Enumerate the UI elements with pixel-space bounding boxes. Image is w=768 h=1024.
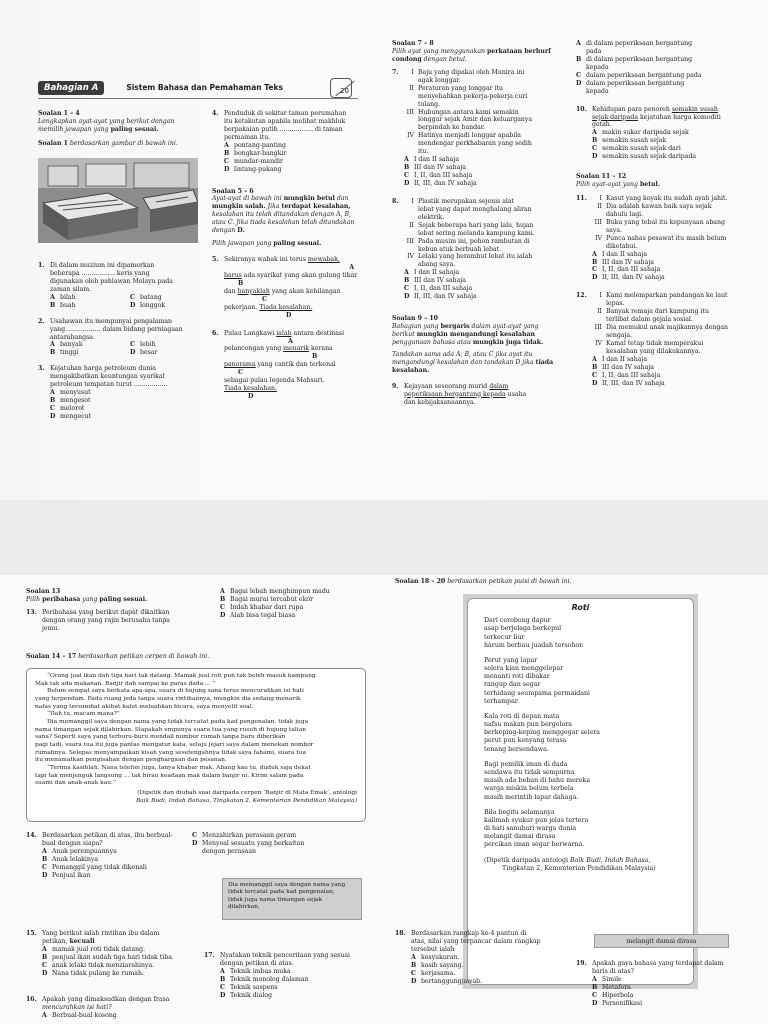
question-5: 5. Sekiranya wabak ini terus mewabak, A barus ada syarikat yang akan gulung tikar B dan banyaklah yang akan kehilangan C pekerjaan. Tiada kesalahan. D bbox=[212, 256, 358, 319]
instruction-7-8: Pilih ayat yang menggunakan perkataan berhurf condong dengan betul. bbox=[392, 47, 551, 63]
poem-stanza-3: Kala roti di depan mata nafsu makan pun bergelora berkeping-keping menggegar selera perut pun kenyang terasa tenang bersendawa. bbox=[484, 712, 601, 753]
museum-photo-drawing bbox=[38, 158, 198, 243]
q15-option-c[interactable]: C anak lelaki tidak menziarahinya. bbox=[42, 961, 155, 969]
q9-option-a[interactable]: A di dalam peperiksaan bergantung pada bbox=[576, 40, 693, 55]
q14-option-d[interactable]: D Penjual ikan bbox=[42, 871, 91, 879]
q13-option-b[interactable]: B Bagai murai tercabut ekor bbox=[220, 595, 314, 603]
poem-box bbox=[467, 598, 694, 985]
instruction-soalan-1: Soalan 1 berdasarkan gambar di bawah ini. bbox=[38, 139, 178, 147]
q15-option-b[interactable]: B penjual ikan sudah tiga hari tidak tiba. bbox=[42, 953, 174, 961]
q13-option-a[interactable]: A Bagai lebah menghimpun madu bbox=[220, 588, 330, 595]
poem-stanza-4: Bagi pemilik iman di dada sendawa itu tidak sempurna masih ada beban di bahu mereka warga miskin belum terbela masih merintih lapar dahaga. bbox=[484, 760, 591, 801]
q17-option-c[interactable]: C Teknik saspens bbox=[220, 983, 278, 991]
worksheet-page-1 bbox=[0, 0, 768, 500]
q14-option-a[interactable]: A Anak perempuannya bbox=[42, 847, 117, 855]
q1-option-a[interactable]: A bilah bbox=[50, 293, 76, 301]
story-box: “Orang jual ikan dah tiga hari tak datang. Mamak jual roti pun tak boleh masuk kampung. Mak tak ada makanan. Banjir dah sampai ke paras dada ... ” Belum sempat saya berkata apa-apa, suara di hujung sana terus mencurahkan isi hati yang terpendam. Pada ruang jeda tanpa suara rintihannya, mungkin dia sedang menarik nafas yang tersumbat akibat kalut meluahkan bicara, saya menyelit soal. “Dah tu, macam mana?” Dia memanggil saya dengan nama yang tidak tercatat pada kad pengenalan, tidak juga nama timangan sejak dilahirkan. Siapakah empunya suara tua yang rusuh di hujung talian sana? Seperti saya yang terburu-buru mendail nombor rumah tanpa baru diberikan pagi tadi, suara tua itu juga pantas mengatur kata, selaju jejari saya dalam menekan nombor rumahnya. Selepas menyampaikan kisah yang sesetengahnya tidak saya fahami, suara tua itu menamatkan pengisahan dengan penghargaan dan pesanan. “Terima kasihlah. Nana telefon juga, tanya khabar mak. Abang kau tu, duduk saja dekat tapi tak menjenguk langsung ... tak hirau keadaan mak dalam banjir ni. Kirim salam pada suami dan anak-anak kau.” (Dipetik dan diubah suai daripada cerpen ‘Banjir di Mata Emak’, antologi Baik Budi, Indah Bahasa, Tingkatan 2, Kementerian Pendidikan Malaysia) bbox=[26, 668, 366, 822]
q3-option-b[interactable]: B mengesot bbox=[50, 397, 91, 405]
section-soalan-9-10: Soalan 9 – 10 Bahagian yang bergaris dalam ayat-ayat yang berikut mungkin mengandungi kesalahan penggunaan bahasa atau mungkin juga tidak. Tandakan sama ada A, B, atau C jika ayat itu mengandungi kesalahan dan tandakan D jika tiada kesalahan. bbox=[392, 315, 554, 374]
poem-source: (Dipetik daripada antologi Baik Budi, Indah Bahasa, Tingkatan 2, Kementerian Pendidikan Malaysia) bbox=[484, 856, 656, 872]
q3-option-c[interactable]: C melorot bbox=[50, 405, 85, 412]
q1-option-b[interactable]: B buah bbox=[50, 301, 76, 309]
q1-option-d[interactable]: D longgok bbox=[130, 301, 166, 309]
q16-option-d[interactable]: D Menyoal sesuatu yang berkaitan dengan perasaan bbox=[192, 839, 305, 855]
question-11: 11. I Kasut yang koyak itu sudah ayah jahit. II Dia adalah kawan baik saya sejak dahulu lagi. III Buku yang tebal itu kepunyaan abang saya. IV Punca nahas pesawat itu masih belum diketahui. A I dan II sahaja B III dan IV sahaja C I, II, dan III sahaja D II, III, dan IV sahaja bbox=[576, 195, 752, 282]
q2-option-b[interactable]: B tinggi bbox=[50, 349, 79, 357]
question-12: 12. I Kami melemparkan pandangan ke laut lepas. II Banyak remaja dari kampung itu terlibat dalam gejala sosial. III Dia memukul anak majikannya dengan sengaja. IV Kamal tetap tidak memperakui kesalahan yang dilakukannya. A I dan II sahaja B III dan IV sahaja C I, II, dan III sahaja D II, III, dan IV sahaja bbox=[576, 292, 752, 387]
question-6: 6. Pulau Langkawi ialah antara destinasi A pelancongan yang menarik kerana B panorama yang cantik dan terkenal C sebagai pulau legenda Mahsuri. Tiada kesalahan. D bbox=[212, 329, 345, 401]
section-banner bbox=[38, 80, 358, 96]
q9-options bbox=[576, 40, 752, 96]
question-4: 4. Penduduk di sekitar taman perumahan itu ketakutan apabila melihat makhluk berpakaian putih ................. di taman permainan itu. A pontang-panting B bongkar-bangkir C mundar-mandir D lintang-pukang bbox=[212, 110, 347, 173]
page-gap bbox=[0, 500, 768, 575]
poem-stanza-5: Bila begitu selamanya kalimah syukur pun jelas tertera di hati sanubari warga dunia melangit damai dirasa percikan iman segar berwarna. bbox=[484, 808, 589, 849]
q16-option-c[interactable]: C Menzahirkan perasaan geram bbox=[192, 832, 297, 839]
q8-option-b[interactable]: B III dan IV sahaja bbox=[404, 277, 466, 285]
q12-option-a[interactable]: A I dan II sahaja bbox=[592, 355, 648, 363]
q11-option-d[interactable]: D II, III, dan IV sahaja bbox=[592, 274, 665, 282]
q15-option-d[interactable]: D Nana tidak pulang ke rumah. bbox=[42, 969, 144, 977]
q1-option-c[interactable]: C batang bbox=[130, 293, 162, 301]
question-15: 15. Yang berikut ialah rintihan ibu dalam petikan, kecuali A mamak jual roti tidak datang. B penjual ikan sudah tiga hari tidak tiba. C anak lelaki tidak menziarahinya. D Nana tidak pulang ke rumah. bbox=[26, 930, 174, 977]
q7-option-d[interactable]: D II, III, dan IV sahaja bbox=[404, 179, 477, 187]
poem-line-box: melangit damai dirasa bbox=[594, 934, 729, 948]
q14-option-b[interactable]: B Anak lelakinya bbox=[42, 855, 99, 863]
q4-option-a[interactable]: A pontang-panting bbox=[224, 141, 286, 149]
section-tag: Bahagian A bbox=[38, 81, 104, 96]
section-soalan-5-6: Soalan 5 – 6 Ayat-ayat di bawah ini mungkin betul dan mungkin salah. Jika terdapat kesalahan, kesalahan itu telah ditandakan dengan A, B, atau C. Jika tiada kesalahan telah ditandakan dengan D. Pilih jawapan yang paling sesuai. bbox=[212, 188, 362, 249]
section-soalan-13: Soalan 13 Pilih peribahasa yang paling sesuai. 13. Peribahasa yang berikut dapat dikaitkan dengan orang yang rajin berusaha tanpa jemu. bbox=[26, 588, 206, 633]
q16-options-cd bbox=[192, 832, 364, 856]
section-title: Sistem Bahasa dan Pemahaman Teks bbox=[126, 83, 283, 93]
q8-option-a[interactable]: A I dan II sahaja bbox=[404, 269, 460, 277]
poem-stanza-1: Dari cerobong dapur asap berjelaga berkepul terkecur liur harum berbau juadah tersohor. bbox=[484, 617, 584, 649]
score-box: 20 bbox=[330, 78, 352, 98]
q18-option-c[interactable]: C kerjasama. bbox=[411, 969, 456, 977]
q10-option-c[interactable]: C semakin susah sejak dari bbox=[592, 145, 681, 153]
heading-soalan-14-17: Soalan 14 – 17 berdasarkan petikan cerpen di bawah ini. bbox=[26, 653, 210, 660]
q3-option-a[interactable]: A menyusut bbox=[50, 389, 91, 397]
q7-option-b[interactable]: B III dan IV sahaja bbox=[404, 164, 466, 172]
q18-option-b[interactable]: B kasih sayang. bbox=[411, 961, 464, 969]
q9-option-c[interactable]: C dalam peperiksaan bergantung pada bbox=[576, 71, 702, 79]
column-2 bbox=[212, 110, 362, 401]
q16-option-a[interactable]: A Berbual-bual kosong bbox=[42, 1011, 117, 1019]
q2-option-a[interactable]: A banyak bbox=[50, 341, 83, 349]
q12-option-d[interactable]: D II, III, dan IV sahaja bbox=[592, 379, 665, 387]
q12-option-b[interactable]: B III dan IV sahaja bbox=[592, 363, 654, 371]
q11-option-b[interactable]: B III dan IV sahaja bbox=[592, 258, 654, 266]
q8-option-c[interactable]: C I, II, dan III sahaja bbox=[404, 285, 473, 293]
q19-option-d[interactable]: D Personifikasi bbox=[592, 999, 643, 1007]
q2-option-c[interactable]: C lebih bbox=[130, 341, 156, 349]
column-4 bbox=[576, 40, 752, 388]
q13-option-d[interactable]: D Alah bisa tegal biasa bbox=[220, 611, 296, 619]
q8-option-d[interactable]: D II, III, dan IV sahaja bbox=[404, 293, 477, 301]
question-1: 1. Di dalam muzium ini dipamerkan beberapa ................. keris yang digunakan oleh pahlawan Melayu pada zaman silam. A bilah B buah C batang D longgok bbox=[38, 262, 173, 309]
quoted-sentence-box: Dia memanggil saya dengan nama yang tidak tercatat pada kad pengenalan, tidak juga nama timangan sejak dilahirkan. bbox=[222, 878, 362, 920]
instruction-5-6: Ayat-ayat di bawah ini mungkin betul dan mungkin salah. Jika terdapat kesalahan, kesalahan itu telah ditandakan dengan A, B, atau C. Jika tiada kesalahan telah ditandakan dengan D. bbox=[212, 195, 355, 235]
q10-option-b[interactable]: B semakin susah sejak bbox=[592, 137, 667, 145]
q19-option-b[interactable]: B Metafora bbox=[592, 983, 631, 991]
q11-option-a[interactable]: A I dan II sahaja bbox=[592, 250, 648, 258]
q3-option-d[interactable]: D mengecut bbox=[50, 412, 92, 420]
q7-option-a[interactable]: A I dan II sahaja bbox=[404, 156, 460, 164]
poem-title: Roti bbox=[571, 603, 590, 612]
question-18: 18. Berdasarkan rangkap ke-4 pantun di atas, nilai yang terpancar dalam rangkap tersebut ialah A kesyukuran. B kasih sayang. C kerjasama. D bertanggungjawab. bbox=[395, 930, 541, 985]
q11-option-c[interactable]: C I, II, dan III sahaja bbox=[592, 266, 661, 274]
section-soalan-11-12: Soalan 11 – 12 Pilih ayat-ayat yang betul. bbox=[576, 173, 661, 189]
question-14: 14. Berdasarkan petikan di atas, ibu berbual- bual dengan siapa? A Anak perempuannya B Anak lelakinya C Pemanggil yang tidak dikenali D Penjual ikan bbox=[26, 832, 173, 879]
q18-option-a[interactable]: A kesyukuran. bbox=[411, 953, 460, 961]
q4-option-c[interactable]: C mundar-mandir bbox=[224, 157, 283, 165]
q4-option-b[interactable]: B bongkar-bangkir bbox=[224, 149, 287, 157]
question-13: 13. Peribahasa yang berikut dapat dikaitkan dengan orang yang rajin berusaha tanpa jemu. bbox=[26, 608, 170, 632]
q14-option-c[interactable]: C Pemanggil yang tidak dikenali bbox=[42, 863, 147, 871]
q2-option-d[interactable]: D besar bbox=[130, 349, 158, 357]
column-1-top bbox=[38, 110, 198, 148]
q4-option-d[interactable]: D lintang-pukang bbox=[224, 165, 282, 173]
museum-photo bbox=[38, 158, 198, 243]
q9-option-b[interactable]: B di dalam peperiksaan bergantung kepada bbox=[576, 55, 693, 71]
q10-option-a[interactable]: A makin sukar daripada sejak bbox=[592, 129, 689, 137]
q13-options bbox=[220, 588, 400, 620]
heading-soalan-18-20: Soalan 18 – 20 berdasarkan petikan puisi di bawah ini. bbox=[395, 578, 572, 585]
q19-option-c[interactable]: C Hiperbola bbox=[592, 991, 634, 999]
q17-option-d[interactable]: D Teknik dialog bbox=[220, 991, 273, 999]
question-17: 17. Nyatakan teknik penceritaan yang sesuai dengan petikan di atas. A Teknik imbas muka B Teknik monolog dalaman C Teknik saspens D Teknik dialog bbox=[204, 952, 350, 999]
question-10: 10. Kehidupan para penoreh semakin susah sejak daripada kejatuhan harga komoditi getah. A makin sukar daripada sejak B semakin susah sejak C semakin susah sejak dari D semakin susah sejak daripada bbox=[576, 106, 752, 162]
q15-option-a[interactable]: A mamak jual roti tidak datang. bbox=[42, 945, 146, 953]
question-3: 3. Kejatuhan harga petroleum dunia mengakibatkan keuntungan syarikat petroleum tempatan turut ................. A menyusut B mengesot C melorot D mengecut bbox=[38, 365, 168, 420]
banner-rule bbox=[38, 98, 358, 99]
q12-option-c[interactable]: C I, II, dan III sahaja bbox=[592, 371, 661, 379]
q7-option-c[interactable]: C I, II, dan III sahaja bbox=[404, 172, 473, 179]
column-1-questions bbox=[38, 262, 198, 421]
q13-option-c[interactable]: C Indah khabar dari rupa bbox=[220, 603, 304, 611]
q9-option-d[interactable]: D dalam peperiksaan bergantung kepada bbox=[576, 79, 685, 95]
instruction-1-4: Lengkapkan ayat-ayat yang berikut dengan memilih jawapan yang paling sesuai. bbox=[38, 117, 175, 133]
question-16: 16. Apakah yang dimaksudkan dengan frasa mencurahkan isi hati? A Berbual-bual kosong bbox=[26, 996, 170, 1019]
q17-option-b[interactable]: B Teknik monolog dalaman bbox=[220, 975, 309, 983]
question-19: 19. Apakah gaya bahasa yang terdapat dalam baris di atas? A Simile B Metafora C Hiperbola D Personifikasi bbox=[576, 960, 724, 1007]
heading-soalan-1-4: Soalan 1 – 4 bbox=[38, 110, 80, 117]
column-3: Soalan 7 – 8 Pilih ayat yang menggunakan perkataan berhurf condong dengan betul. 7. I Baju yang dipakai oleh Munira ini agak longgar. II Peraturan yang longgar itu menyebabkan pekerja-pekerja curi tulang. III Hubungan antara kami semakin longgar sejak Amir dan keluarganya berpindah ke bandar. IV Hatinya menjadi longgar apabila mendengar perkhabaran yang sedih itu. A I dan II sahaja B III dan IV sahaja C I, II, dan III sahaja D II, III, dan IV sahaja 8. I Plastik merupakan sejenis alat lebat yang dapat menghalang aliran elektrik. II Sejak beberapa hari yang lalu, hujan lebat sering melanda kampung kami. III Pada musim ini, pohon rambutan di kebun atuk berbuah lebat. IV Lelaki yang berambut lebat itu ialah abang saya. A I dan II sahaja B III dan IV sahaja C I, II, dan III sahaja D II, III, dan IV sahaja Soalan 9 – 10 Bahagian yang bergaris dalam ayat-ayat yang berikut mungkin mengandungi kesalahan penggunaan bahasa atau mungkin juga tidak. Tandakan sama ada A, B, atau C jika ayat itu mengandungi kesalahan dan tandakan D jika tiada kesalahan. 9. Kejayaan seseorang murid dalam peperiksaan bergantung kepada usaha dan kebijaksanaannya. bbox=[392, 40, 562, 406]
question-9: 9. Kejayaan seseorang murid dalam peperiksaan bergantung kepada usaha dan kebijaksanaannya. bbox=[392, 382, 527, 406]
q19-option-a[interactable]: A Simile bbox=[592, 975, 622, 983]
q18-option-d[interactable]: D bertanggungjawab. bbox=[411, 977, 483, 985]
question-8: 8. I Plastik merupakan sejenis alat lebat yang dapat menghalang aliran elektrik. II Sejak beberapa hari yang lalu, hujan lebat sering melanda kampung kami. III Pada musim ini, pohon rambutan di kebun atuk berbuah lebat. IV Lelaki yang berambut lebat itu ialah abang saya. A I dan II sahaja B III dan IV sahaja C I, II, dan III sahaja D II, III, dan IV sahaja bbox=[392, 198, 562, 301]
q17-option-a[interactable]: A Teknik imbas muka bbox=[220, 967, 291, 975]
poem-stanza-2: Perut yang lapar selera kian menggelepar menanti roti dibakar rangup dan segar terhidang seumpama permaidani terhampar. bbox=[484, 656, 591, 705]
question-7: 7. I Baju yang dipakai oleh Munira ini agak longgar. II Peraturan yang longgar itu menyebabkan pekerja-pekerja curi tulang. III Hubungan antara kami semakin longgar sejak Amir dan keluarganya berpindah ke bandar. IV Hatinya menjadi longgar apabila mendengar perkhabaran yang sedih itu. A I dan II sahaja B III dan IV sahaja C I, II, dan III sahaja D II, III, dan IV sahaja bbox=[392, 69, 562, 188]
q10-option-d[interactable]: D semakin susah sejak daripada bbox=[592, 153, 697, 161]
question-2: 2. Usahawan itu mempunyai pengalaman yang.................. dalam bidang perniagaan antarabangsa. A banyak B tinggi C lebih D besar bbox=[38, 317, 183, 357]
